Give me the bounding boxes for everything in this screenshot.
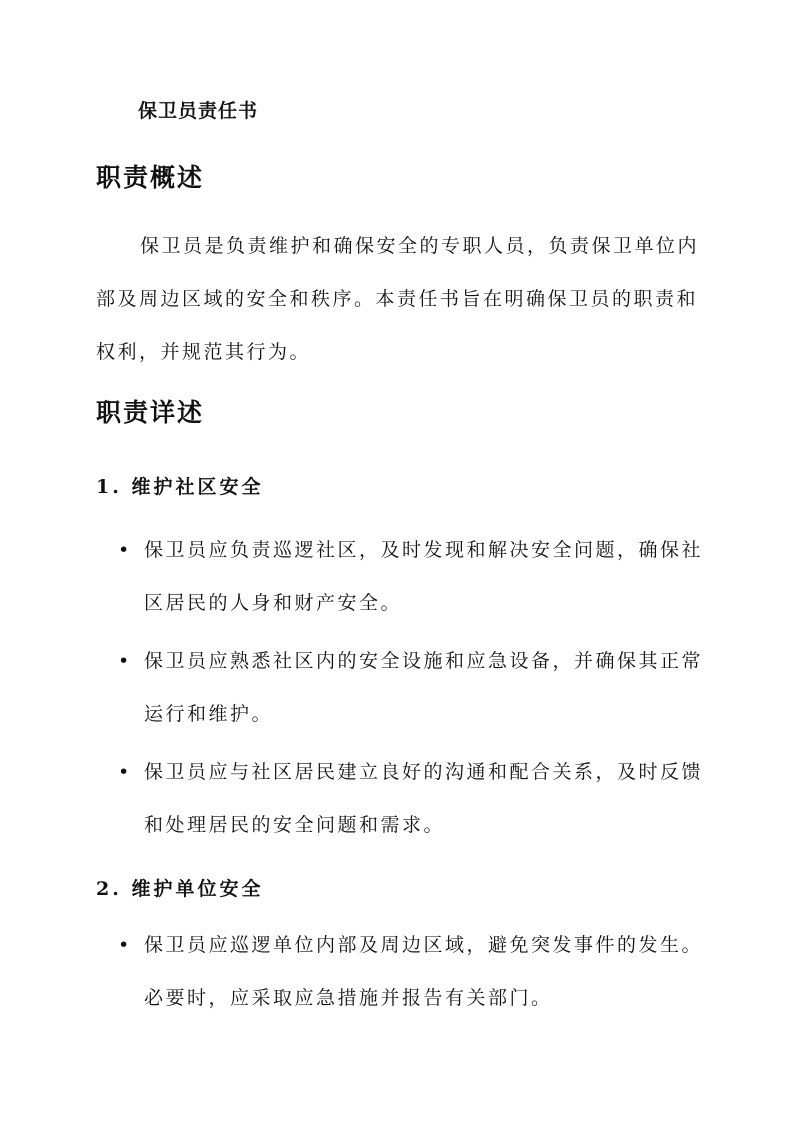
list-item-text: 保卫员应熟悉社区内的安全设施和应急设备，并确保其正常运行和维护。	[144, 650, 704, 725]
list-item	[118, 524, 708, 630]
list-item-text: 保卫员应与社区居民建立良好的沟通和配合关系，及时反馈和处理居民的安全问题和需求。	[144, 761, 704, 836]
overview-paragraph-text: 保卫员是负责维护和确保安全的专职人员，负责保卫单位内部及周边区域的安全和秩序。本责任书旨在明确保卫员的职责和权利，并规范其行为。	[96, 235, 700, 363]
bullet-icon: •	[118, 650, 130, 672]
list-item-text: 保卫员应负责巡逻社区，及时发现和解决安全问题，确保社区居民的人身和财产安全。	[144, 539, 704, 614]
subsection-heading-unit: 2. 维护单位安全	[96, 878, 264, 900]
bullet-icon: •	[118, 761, 130, 783]
document-title: 保卫员责任书	[138, 100, 259, 122]
list-item	[118, 746, 708, 852]
bullet-icon: •	[118, 934, 130, 956]
subsection-heading-community: 1. 维护社区安全	[96, 476, 264, 498]
list-item	[118, 919, 708, 1025]
section-heading-overview: 职责概述	[96, 163, 205, 192]
section-heading-details: 职责详述	[96, 398, 205, 427]
list-item	[118, 635, 708, 741]
overview-paragraph	[96, 220, 706, 379]
bullet-icon: •	[118, 539, 130, 561]
list-item-text: 保卫员应巡逻单位内部及周边区域，避免突发事件的发生。必要时，应采取应急措施并报告有关部门。	[144, 934, 704, 1009]
